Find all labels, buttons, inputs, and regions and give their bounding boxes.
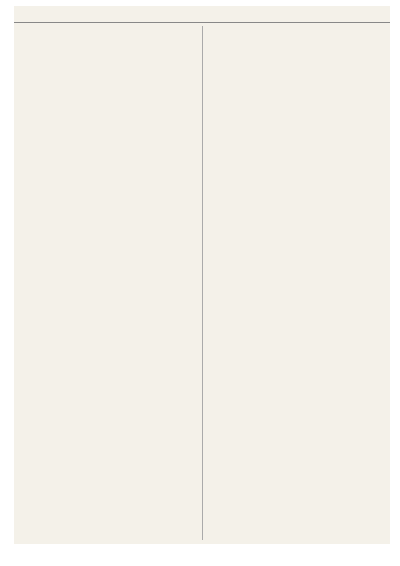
column-divider (202, 26, 203, 540)
right-column (210, 26, 386, 540)
running-header (14, 6, 390, 23)
document-page (14, 6, 390, 544)
left-column (20, 26, 196, 540)
